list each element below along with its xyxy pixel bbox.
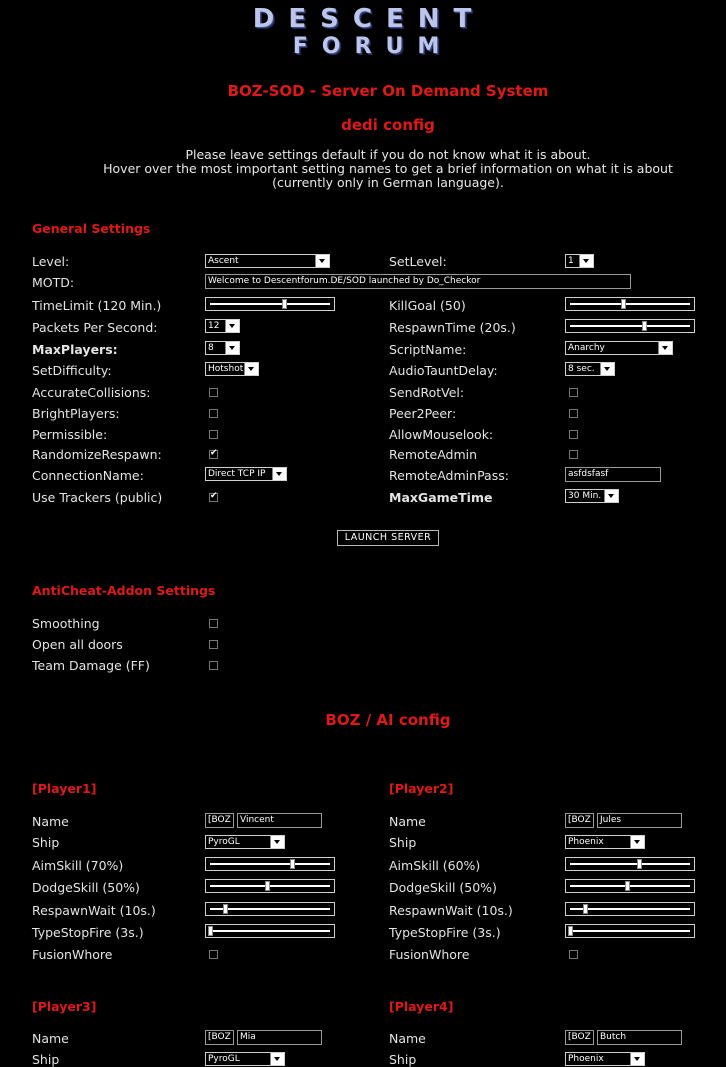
slider-thumb[interactable] — [637, 859, 642, 869]
chevron-down-icon — [658, 342, 672, 354]
player1-respawn-label: RespawnWait (10s.) — [32, 903, 156, 918]
smoothing-checkbox[interactable] — [209, 619, 218, 628]
bright-checkbox[interactable] — [209, 409, 218, 418]
player2-typestop-slider[interactable] — [565, 924, 695, 938]
timelimit-slider[interactable] — [205, 297, 335, 311]
scriptname-label: ScriptName: — [389, 342, 467, 357]
slider-thumb[interactable] — [223, 904, 228, 914]
mouselook-label: AllowMouselook: — [389, 427, 494, 442]
permissible-label: Permissible: — [32, 427, 108, 442]
scriptname-select[interactable]: Anarchy — [565, 341, 673, 355]
level-label: Level: — [32, 254, 70, 269]
slider-thumb[interactable] — [208, 926, 213, 936]
general-settings-heading: General Settings — [32, 221, 151, 236]
player1-typestop-label: TypeStopFire (3s.) — [32, 925, 144, 940]
mouselook-checkbox[interactable] — [569, 430, 578, 439]
permissible-checkbox[interactable] — [209, 430, 218, 439]
chevron-down-icon — [270, 1053, 284, 1065]
trackers-label: Use Trackers (public) — [32, 490, 163, 505]
slider-thumb[interactable] — [290, 859, 295, 869]
slider-thumb[interactable] — [583, 904, 588, 914]
player2-dodge-label: DodgeSkill (50%) — [389, 880, 497, 895]
doors-checkbox[interactable] — [209, 640, 218, 649]
peer2peer-label: Peer2Peer: — [389, 406, 457, 421]
chevron-down-icon — [272, 468, 286, 480]
doors-label: Open all doors — [32, 637, 123, 652]
chevron-down-icon — [579, 255, 593, 267]
chevron-down-icon — [630, 836, 644, 848]
player3-ship-label: Ship — [32, 1052, 60, 1067]
slider-thumb[interactable] — [265, 881, 270, 891]
respawntime-slider[interactable] — [565, 319, 695, 333]
chevron-down-icon — [225, 342, 239, 354]
remoteadmin-label: RemoteAdmin — [389, 447, 478, 462]
player1-heading: [Player1] — [32, 781, 97, 796]
boz-heading: BOZ / AI config — [325, 711, 451, 729]
maxgametime-label: MaxGameTime — [389, 490, 493, 505]
player1-name-label: Name — [32, 814, 69, 829]
player2-fusion-checkbox[interactable] — [569, 950, 578, 959]
player2-heading: [Player2] — [389, 781, 454, 796]
maxplayers-select[interactable]: 8 — [205, 341, 240, 355]
player4-ship-label: Ship — [389, 1052, 417, 1067]
audiotaunt-label: AudioTauntDelay: — [389, 363, 498, 378]
player1-ship-label: Ship — [32, 835, 60, 850]
smoothing-label: Smoothing — [32, 616, 100, 631]
slider-thumb[interactable] — [621, 299, 626, 309]
player2-name-label: Name — [389, 814, 426, 829]
page-subtitle: dedi config — [341, 116, 435, 134]
maxplayers-label: MaxPlayers: — [32, 342, 118, 357]
connection-label: ConnectionName: — [32, 468, 144, 483]
player2-typestop-label: TypeStopFire (3s.) — [389, 925, 501, 940]
pps-label: Packets Per Second: — [32, 320, 158, 335]
accurate-label: AccurateCollisions: — [32, 385, 151, 400]
difficulty-select[interactable]: Hotshot — [205, 362, 259, 376]
player2-dodge-slider[interactable] — [565, 879, 695, 893]
remotepass-input[interactable]: asfdsfasf — [565, 467, 661, 482]
player2-aim-label: AimSkill (60%) — [389, 858, 481, 873]
respawntime-label: RespawnTime (20s.) — [389, 320, 516, 335]
slider-thumb[interactable] — [568, 926, 573, 936]
player1-name-input[interactable]: Vincent — [237, 813, 322, 828]
launch-server-button[interactable]: LAUNCH SERVER — [337, 530, 439, 546]
trackers-checkbox[interactable] — [209, 493, 218, 502]
sendrotvel-label: SendRotVel: — [389, 385, 465, 400]
player3-tag-input[interactable]: [BOZ — [205, 1030, 234, 1045]
timelimit-label: TimeLimit (120 Min.) — [32, 298, 162, 313]
player3-ship-select[interactable]: PyroGL — [205, 1052, 285, 1066]
ff-label: Team Damage (FF) — [32, 658, 150, 673]
accurate-checkbox[interactable] — [209, 388, 218, 397]
player2-respawn-slider[interactable] — [565, 902, 695, 916]
ff-checkbox[interactable] — [209, 661, 218, 670]
chevron-down-icon — [225, 320, 239, 332]
motd-label: MOTD: — [32, 275, 75, 290]
player1-aim-slider[interactable] — [205, 857, 335, 871]
anticheat-heading: AntiCheat-Addon Settings — [32, 583, 216, 598]
player3-heading: [Player3] — [32, 999, 97, 1014]
chevron-down-icon — [604, 490, 618, 502]
player2-tag-input[interactable]: [BOZ — [565, 813, 594, 828]
player2-respawn-label: RespawnWait (10s.) — [389, 903, 513, 918]
player4-name-label: Name — [389, 1031, 426, 1046]
info-note-1: Please leave settings default if you do not know what it is about. — [185, 147, 591, 162]
killgoal-label: KillGoal (50) — [389, 298, 466, 313]
audiotaunt-select[interactable]: 8 sec. — [565, 362, 615, 376]
player4-heading: [Player4] — [389, 999, 454, 1014]
level-select[interactable]: Ascent — [205, 254, 330, 268]
info-note-2: Hover over the most important setting names to get a brief information on what it is about — [103, 161, 673, 176]
chevron-down-icon — [270, 836, 284, 848]
slider-thumb[interactable] — [625, 881, 630, 891]
player1-dodge-label: DodgeSkill (50%) — [32, 880, 140, 895]
player1-dodge-slider[interactable] — [205, 879, 335, 893]
chevron-down-icon — [630, 1053, 644, 1065]
player4-tag-input[interactable]: [BOZ — [565, 1030, 594, 1045]
remoteadmin-checkbox[interactable] — [569, 450, 578, 459]
player2-ship-label: Ship — [389, 835, 417, 850]
peer2peer-checkbox[interactable] — [569, 409, 578, 418]
page-title: BOZ-SOD - Server On Demand System — [227, 82, 549, 100]
slider-thumb[interactable] — [642, 321, 647, 331]
player2-fusion-label: FusionWhore — [389, 947, 470, 962]
bright-label: BrightPlayers: — [32, 406, 120, 421]
sendrotvel-checkbox[interactable] — [569, 388, 578, 397]
pps-select[interactable]: 12 — [205, 319, 240, 333]
player1-ship-select[interactable]: PyroGL — [205, 835, 285, 849]
logo-forum: FORUM — [292, 34, 454, 59]
remotepass-label: RemoteAdminPass: — [389, 468, 509, 483]
info-note-3: (currently only in German language). — [272, 175, 504, 190]
player1-typestop-slider[interactable] — [205, 924, 335, 938]
player1-respawn-slider[interactable] — [205, 902, 335, 916]
setlevel-select[interactable]: 1 — [565, 254, 594, 268]
player4-ship-select[interactable]: Phoenix — [565, 1052, 645, 1066]
chevron-down-icon — [244, 363, 258, 375]
player3-name-label: Name — [32, 1031, 69, 1046]
setlevel-label: SetLevel: — [389, 254, 447, 269]
player2-aim-slider[interactable] — [565, 857, 695, 871]
maxgametime-select[interactable]: 30 Min. — [565, 489, 619, 503]
randomize-label: RandomizeRespawn: — [32, 447, 162, 462]
connection-select[interactable]: Direct TCP IP — [205, 467, 287, 481]
logo-descent: DESCENT — [252, 4, 486, 34]
player2-ship-select[interactable]: Phoenix — [565, 835, 645, 849]
player1-fusion-label: FusionWhore — [32, 947, 113, 962]
player4-name-input[interactable]: Butch — [597, 1030, 682, 1045]
player1-fusion-checkbox[interactable] — [209, 950, 218, 959]
chevron-down-icon — [600, 363, 614, 375]
randomize-checkbox[interactable] — [209, 450, 218, 459]
motd-input[interactable]: Welcome to Descentforum.DE/SOD launched by Do_Checkor — [205, 274, 631, 289]
player1-aim-label: AimSkill (70%) — [32, 858, 124, 873]
player2-name-input[interactable]: Jules — [597, 813, 682, 828]
player1-tag-input[interactable]: [BOZ — [205, 813, 234, 828]
chevron-down-icon — [315, 255, 329, 267]
slider-thumb[interactable] — [282, 299, 287, 309]
difficulty-label: SetDifficulty: — [32, 363, 112, 378]
killgoal-slider[interactable] — [565, 297, 695, 311]
player3-name-input[interactable]: Mia — [237, 1030, 322, 1045]
